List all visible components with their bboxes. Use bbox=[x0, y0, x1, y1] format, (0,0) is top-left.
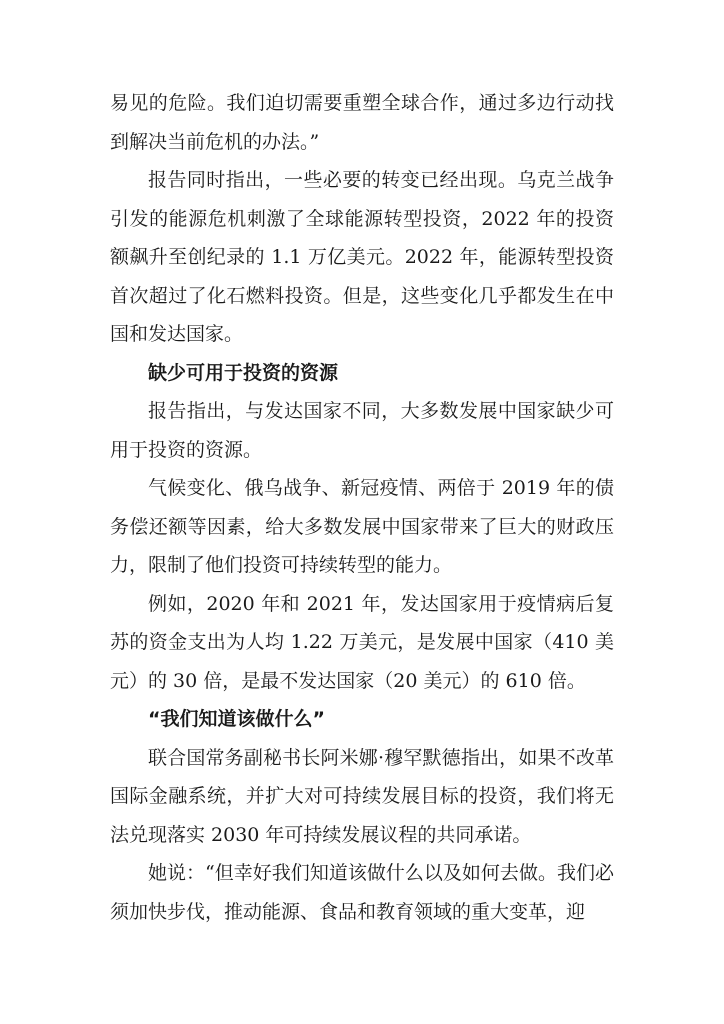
paragraph-amina-mohammed: 联合国常务副秘书长阿米娜·穆罕默德指出，如果不改革国际金融系统，并扩大对可持续发展目标的投资，我们将无法兑现落实 2030 年可持续发展议程的共同承诺。 bbox=[110, 746, 614, 846]
paragraph-energy-transition: 报告同时指出，一些必要的转变已经出现。乌克兰战争引发的能源危机刺激了全球能源转型投资，2022 年的投资额飙升至创纪录的 1.1 万亿美元。2022 年，能源转型投资首次超过了化石燃料投资。但是，这些变化几乎都发生在中国和发达国家。 bbox=[110, 169, 614, 345]
paragraph-recovery-spending: 例如，2020 年和 2021 年，发达国家用于疫情病后复苏的资金支出为人均 1.22 万美元，是发展中国家（410 美元）的 30 倍，是最不发达国家（20 美元）的 610 倍。 bbox=[110, 592, 614, 692]
section-heading-resources: 缺少可用于投资的资源 bbox=[148, 361, 339, 384]
paragraph-fiscal-pressure: 气候变化、俄乌战争、新冠疫情、两倍于 2019 年的债务偿还额等因素，给大多数发展中国家带来了巨大的财政压力，限制了他们投资可持续转型的能力。 bbox=[110, 477, 614, 576]
paragraph-resources-lack: 报告指出，与发达国家不同，大多数发展中国家缺少可用于投资的资源。 bbox=[110, 400, 614, 461]
paragraph-quote: 她说：“但幸好我们知道该做什么以及如何去做。我们必须加快步伐，推动能源、食品和教育领域的重大变革，迎 bbox=[110, 862, 614, 923]
paragraph-continuation: 易见的危险。我们迫切需要重塑全球合作，通过多边行动找到解决当前危机的办法。” bbox=[110, 92, 614, 153]
section-heading-we-know: “我们知道该做什么” bbox=[148, 708, 325, 730]
